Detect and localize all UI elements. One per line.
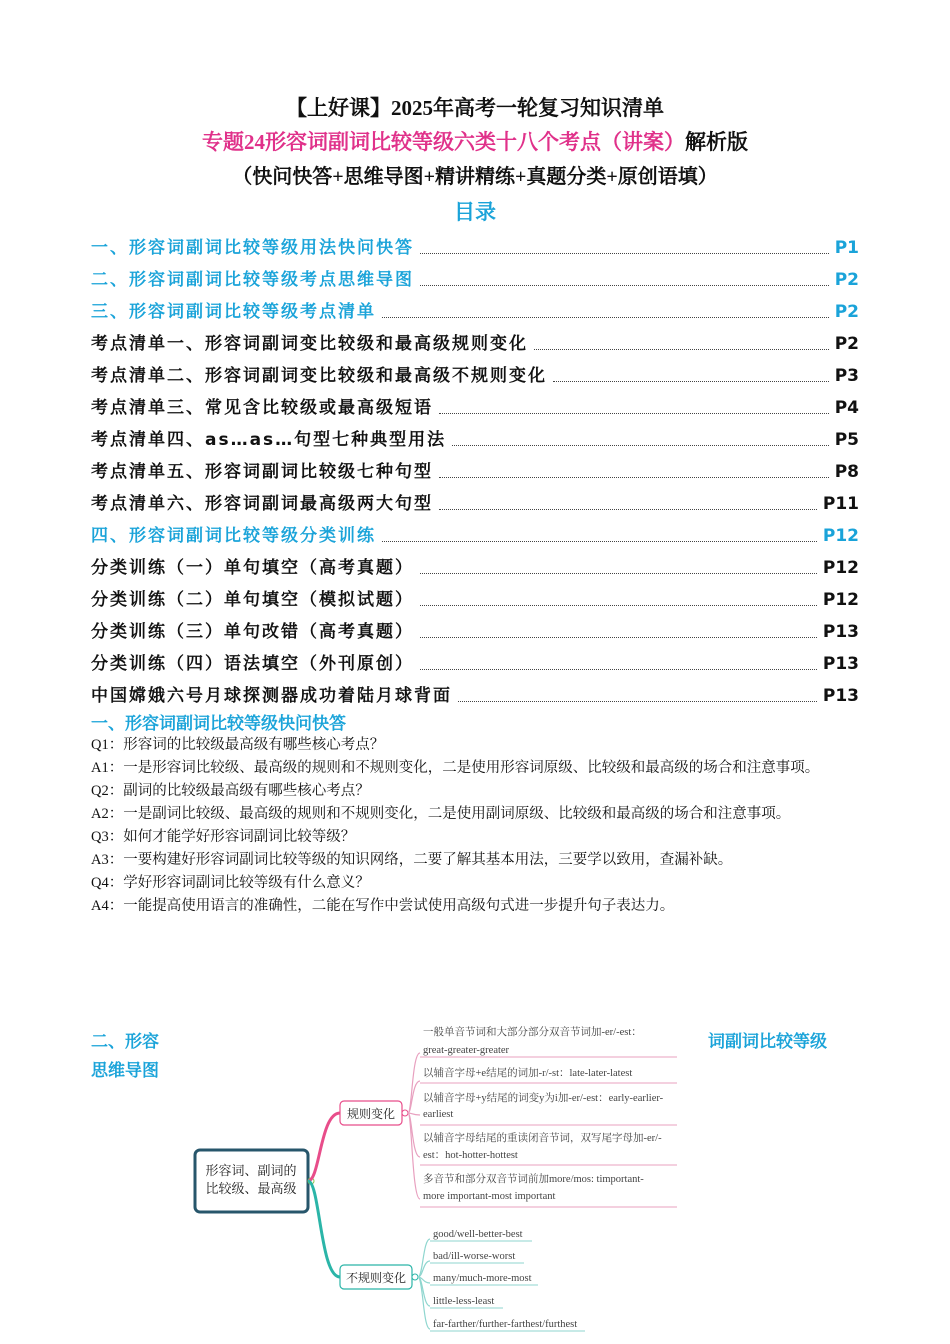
toc-item-page: P8 (834, 462, 859, 482)
toc-leader-dots (420, 604, 817, 606)
toc-item-page: P12 (822, 590, 859, 610)
question: Q2：副词的比较级最高级有哪些核心考点？ (91, 783, 370, 799)
toc-item[interactable] (91, 424, 859, 456)
section2-heading-left-1: 二、形容 (91, 1032, 159, 1052)
toc-item-page: P2 (834, 270, 859, 290)
mindmap-irregular-items (433, 1229, 577, 1330)
regular-item-3-line1: 以辅音字母+y结尾的词变y为i加-er/-est：early-earlier- (423, 1093, 664, 1104)
irregular-item-1: good/well-better-best (433, 1229, 523, 1240)
answer: A4：一能提高使用语言的准确性，二能在写作中尝试使用高级句式进一步提升句子表达力。 (91, 898, 675, 914)
irregular-item-3: many/much-more-most (433, 1273, 532, 1284)
toc-leader-dots (439, 476, 829, 478)
toc-item[interactable] (91, 456, 859, 488)
mindmap-regular-items (423, 1025, 664, 1202)
toc-item-page: P13 (822, 686, 859, 706)
toc-leader-dots (534, 348, 829, 350)
toc-item-label: 分类训练（一）单句填空（高考真题） (91, 558, 414, 578)
toc-item-page: P12 (822, 558, 859, 578)
toc-leader-dots (382, 316, 829, 318)
toc-item[interactable] (91, 680, 859, 712)
regular-item-4-line1: 以辅音字母结尾的重读闭音节词，双写尾字母加-er/- (423, 1133, 662, 1144)
toc-item-page: P5 (834, 430, 859, 450)
toc-item-page: P11 (822, 494, 859, 514)
mindmap-branch-irregular: 不规则变化 (345, 1271, 407, 1285)
regular-item-4-line2: est：hot-hotter-hottest (423, 1150, 518, 1161)
toc-item-page: P12 (822, 526, 859, 546)
toc-item-label: 三、形容词副词比较等级考点清单 (91, 302, 376, 322)
question: Q3：如何才能学好形容词副词比较等级？ (91, 829, 356, 845)
toc-leader-dots (420, 572, 817, 574)
section2-heading-right: 词副词比较等级 (708, 1032, 827, 1052)
toc-item-page: P4 (834, 398, 859, 418)
answer: A2：一是副词比较级、最高级的规则和不规则变化，二是使用副词原级、比较级和最高级的场合和注意事项。 (91, 806, 791, 822)
toc-item-label: 中国嫦娥六号月球探测器成功着陆月球背面 (91, 686, 452, 706)
doc-title-topic: 专题24形容词副词比较等级六类十八个考点（讲案） (202, 130, 685, 154)
toc-item[interactable] (91, 520, 859, 552)
toc-leader-dots (420, 668, 817, 670)
toc-item[interactable] (91, 296, 859, 328)
toc-item[interactable] (91, 360, 859, 392)
section2-heading-left-2: 思维导图 (91, 1061, 159, 1081)
toc-item-label: 考点清单一、形容词副词变比较级和最高级规则变化 (91, 334, 528, 354)
toc-item-page: P1 (834, 238, 859, 258)
answer: A1：一是形容词比较级、最高级的规则和不规则变化，二是使用形容词原级、比较级和最高级的场合和注意事项。 (91, 760, 820, 776)
mindmap-link-regular (308, 1113, 340, 1181)
toc-item-label: 考点清单六、形容词副词最高级两大句型 (91, 494, 433, 514)
irregular-item-4: little-less-least (433, 1296, 495, 1307)
toc-item-page: P13 (822, 622, 859, 642)
regular-item-3-line2: earliest (423, 1109, 454, 1120)
toc-item-label: 考点清单二、形容词副词变比较级和最高级不规则变化 (91, 366, 547, 386)
toc-item[interactable] (91, 264, 859, 296)
mindmap-root-line2: 比较级、最高级 (205, 1181, 297, 1196)
toc-item-label: 分类训练（三）单句改错（高考真题） (91, 622, 414, 642)
doc-title-line3: （快问快答+思维导图+精讲精练+真题分类+原创语填） (232, 166, 718, 188)
toc-leader-dots (382, 540, 817, 542)
toc-item-label: 分类训练（四）语法填空（外刊原创） (91, 654, 414, 674)
mindmap-irregular-connectors (418, 1239, 430, 1329)
toc-title: 目录 (454, 200, 496, 224)
toc-item-label: 四、形容词副词比较等级分类训练 (91, 526, 376, 546)
regular-item-5-line1: 多音节和部分双音节词前加more/mos: timportant- (423, 1174, 644, 1185)
toc-item-label: 考点清单五、形容词副词比较级七种句型 (91, 462, 433, 482)
toc-item[interactable] (91, 488, 859, 520)
toc-item-page: P2 (834, 334, 859, 354)
toc-item-label: 二、形容词副词比较等级考点思维导图 (91, 270, 414, 290)
regular-item-1-line2: great-greater-greater (423, 1045, 510, 1056)
qa-list (91, 734, 861, 918)
toc-item[interactable] (91, 328, 859, 360)
irregular-item-5: far-farther/further-farthest/furthest (433, 1319, 578, 1330)
toc-leader-dots (439, 508, 817, 510)
question: Q4：学好形容词副词比较等级有什么意义？ (91, 875, 370, 891)
toc-item[interactable] (91, 392, 859, 424)
toc-item-label: 一、形容词副词比较等级用法快问快答 (91, 238, 414, 258)
toc-leader-dots (452, 444, 829, 446)
answer: A3：一要构建好形容词副词比较等级的知识网络，二要了解其基本用法，三要学以致用，查漏补缺。 (91, 852, 733, 868)
toc-item[interactable] (91, 584, 859, 616)
doc-title-version: 解析版 (685, 130, 748, 154)
section1-heading: 一、形容词副词比较等级快问快答 (91, 714, 346, 734)
mindmap-root-line1: 形容词、副词的 (205, 1163, 297, 1178)
toc-item-label: 考点清单三、常见含比较级或最高级短语 (91, 398, 433, 418)
question: Q1：形容词的比较级最高级有哪些核心考点？ (91, 737, 385, 753)
irregular-item-2: bad/ill-worse-worst (433, 1251, 516, 1262)
toc-item-page: P2 (834, 302, 859, 322)
toc-leader-dots (553, 380, 829, 382)
toc-item-label: 考点清单四、as…as…句型七种典型用法 (91, 430, 447, 450)
toc-item[interactable] (91, 616, 859, 648)
toc-leader-dots (458, 700, 817, 702)
table-of-contents (91, 232, 859, 712)
toc-item[interactable] (91, 648, 859, 680)
regular-item-1-line1: 一般单音节词和大部分部分双音节词加-er/-est： (423, 1027, 642, 1038)
mindmap-link-irregular (308, 1181, 340, 1277)
toc-leader-dots (420, 636, 817, 638)
toc-item[interactable] (91, 552, 859, 584)
toc-item-page: P3 (834, 366, 859, 386)
regular-item-2-line1: 以辅音字母+e结尾的词加-r/-st：late-later-latest (423, 1068, 633, 1079)
mindmap-branch-regular: 规则变化 (346, 1107, 396, 1121)
toc-leader-dots (439, 412, 829, 414)
toc-item[interactable] (91, 232, 859, 264)
toc-leader-dots (420, 252, 829, 254)
toc-leader-dots (420, 284, 829, 286)
mindmap-regular-connectors (408, 1053, 420, 1199)
mind-map (180, 1015, 700, 1344)
toc-item-label: 分类训练（二）单句填空（模拟试题） (91, 590, 414, 610)
doc-title-line1: 【上好课】2025年高考一轮复习知识清单 (286, 96, 664, 120)
doc-title-line2 (0, 126, 950, 156)
toc-item-page: P13 (822, 654, 859, 674)
regular-item-5-line2: more important-most important (423, 1191, 556, 1202)
